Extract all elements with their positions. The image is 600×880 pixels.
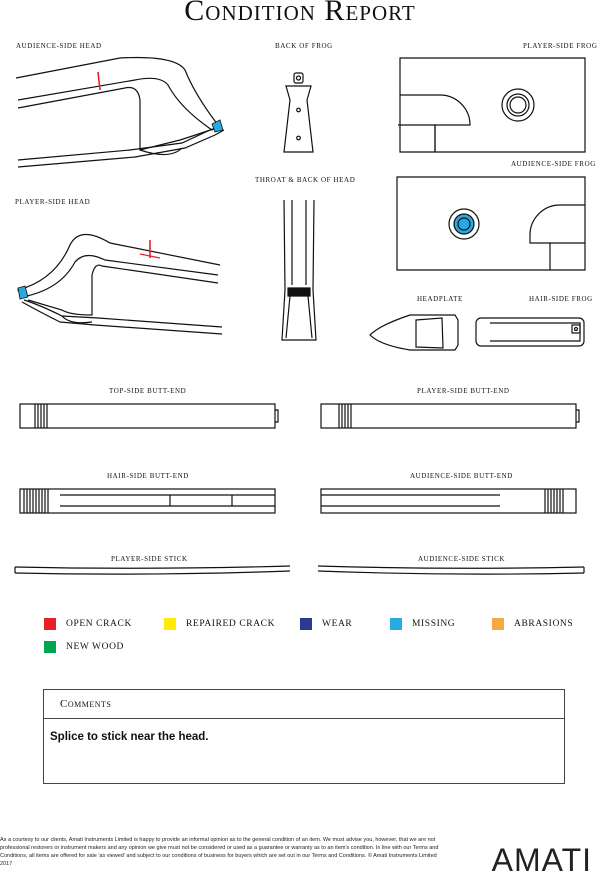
label-audience-side-head: AUDIENCE-SIDE HEAD <box>16 42 102 50</box>
label-hair-side-frog: HAIR-SIDE FROG <box>529 295 593 303</box>
legend-wear <box>300 618 352 630</box>
diagram-audience-side-head <box>16 58 224 168</box>
brand-logo: AMATI <box>491 842 592 878</box>
comments-box <box>43 689 565 784</box>
legend-swatch <box>164 618 176 630</box>
legend-label: NEW WOOD <box>66 642 125 652</box>
diagram-player-side-head <box>18 234 222 334</box>
diagram-audience-side-butt-end <box>321 489 576 513</box>
legend-label: ABRASIONS <box>514 619 574 629</box>
legend-open-crack <box>44 618 132 630</box>
legend-swatch <box>44 618 56 630</box>
label-player-side-butt-end: PLAYER-SIDE BUTT-END <box>417 387 510 395</box>
label-audience-side-butt-end: AUDIENCE-SIDE BUTT-END <box>410 472 513 480</box>
legend-swatch <box>390 618 402 630</box>
label-back-of-frog: BACK OF FROG <box>275 42 333 50</box>
label-audience-side-frog: AUDIENCE-SIDE FROG <box>511 160 596 168</box>
label-player-side-head: PLAYER-SIDE HEAD <box>15 198 91 206</box>
diagram-audience-side-stick <box>318 566 584 574</box>
diagram-audience-side-frog <box>397 177 585 270</box>
diagram-player-side-stick <box>15 566 290 574</box>
diagram-headplate <box>370 315 458 350</box>
label-player-side-stick: PLAYER-SIDE STICK <box>111 555 188 563</box>
comments-text: Splice to stick near the head. <box>50 731 209 743</box>
legend-abrasions <box>492 618 573 630</box>
label-hair-side-butt-end: HAIR-SIDE BUTT-END <box>107 472 189 480</box>
label-player-side-frog: PLAYER-SIDE FROG <box>523 42 598 50</box>
legend-swatch <box>44 641 56 653</box>
legend-label: REPAIRED CRACK <box>186 619 276 629</box>
legend-repaired-crack <box>164 618 275 630</box>
label-top-side-butt-end: TOP-SIDE BUTT-END <box>109 387 187 395</box>
label-audience-side-stick: AUDIENCE-SIDE STICK <box>418 555 506 563</box>
diagram-back-of-frog <box>284 73 313 152</box>
label-headplate: HEADPLATE <box>417 295 463 303</box>
legend-label: OPEN CRACK <box>66 619 132 629</box>
legend-swatch <box>300 618 312 630</box>
diagram-player-side-frog <box>398 58 585 152</box>
comments-heading: Comments <box>44 690 564 719</box>
diagram-hair-side-frog <box>476 318 584 346</box>
diagram-player-side-butt-end <box>321 404 579 428</box>
disclaimer-text: As a courtesy to our clients, Amati Instruments Limited is happy to provide an informal opinion as to the general condition of an item. We must advise you, however, that we are not professional restorers or instrument makers and any opinion we give must not be considered or used as a guarantee or warranty as to an item's condition. In line with our Terms and Conditions, all items are offered for sale 'as viewed' and subject to our conditions of business for buyers which are set out in our Terms and Conditions. © Amati Instruments Limited 2017 <box>0 837 439 867</box>
diagram-top-side-butt-end <box>20 404 278 428</box>
legend-label: WEAR <box>322 619 353 629</box>
legend-missing <box>390 618 455 630</box>
legend-new-wood <box>44 641 124 653</box>
label-throat-back-of-head: THROAT & BACK OF HEAD <box>255 176 356 184</box>
legend-label: MISSING <box>412 619 456 629</box>
page-title: Condition Report <box>184 0 416 27</box>
diagram-hair-side-butt-end <box>20 489 275 513</box>
diagram-throat-back-of-head <box>282 200 316 340</box>
legend-swatch <box>492 618 504 630</box>
